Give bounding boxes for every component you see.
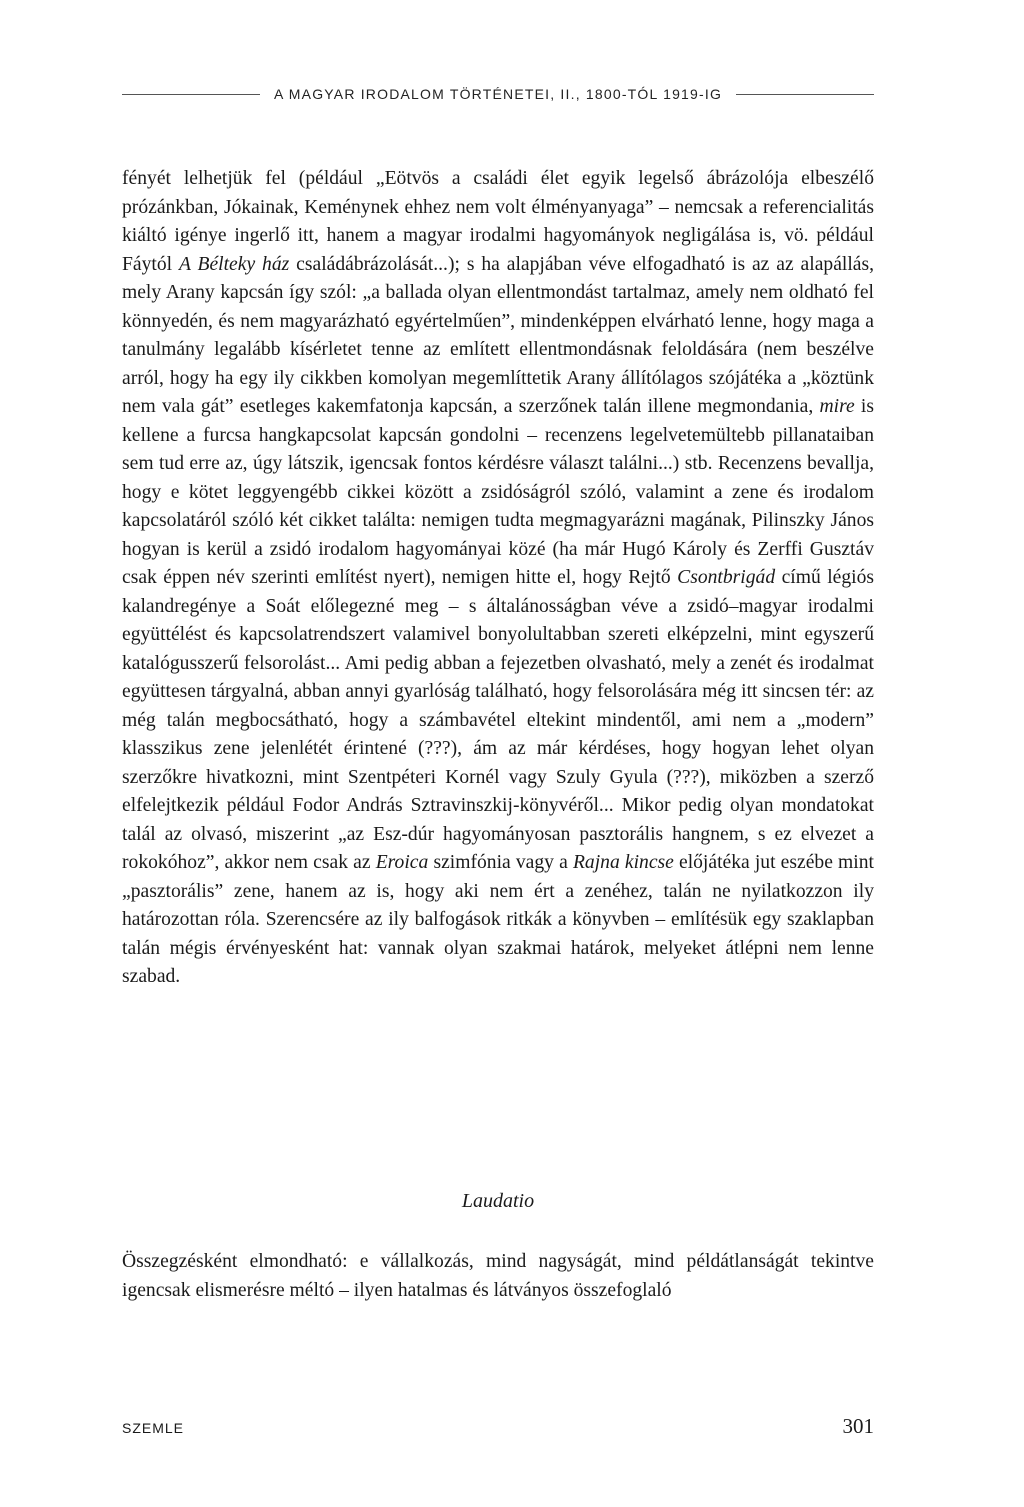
section-text — [122, 1248, 874, 1305]
section-heading: Laudatio — [461, 1190, 535, 1212]
text-run: című légiós kalandregénye a Soát előlegezné meg – s általánosságban véve a zsidó–magyar irodalmi együttélést és kapcsolatrendszert valamivel bonyolultabban szereti elképzelni, mint egyszerű katalógusszerű felsorolást... Ami pedig abban a fejezetben olvasható, mely a zenét és irodalmat együttesen tárgyalná, abban annyi gyarlóság található, hogy felsorolására még itt sincsen tér: az még talán megbocsátható, hogy a számbavétel eltekint mindentől, ami nem a „modern” klasszikus zene jelenlétét érintené (???), ám az már kérdéses, hogy hogyan lehet olyan szerzőkre hivatkozni, mint Szentpéteri Kornél vagy Szuly Gyula (???), miközben a szerző elfelejtkezik például Fodor András Sztravinszkij-könyvéről... Mikor pedig olyan mondatokat talál az olvasó, miszerint „az Esz-dúr hagyományosan pasztorális hangnem, s ez elvezet a rokokóhoz”, akkor nem csak az — [122, 567, 874, 873]
running-head — [122, 86, 874, 102]
italic-word-mire: mire — [819, 396, 855, 417]
section-paragraph: Összegzésként elmondható: e vállalkozás, mind nagyságát, mind példátlanságát tekintve igencsak elismerésre méltó – ilyen hatalmas és látványos összefoglaló — [122, 1251, 874, 1301]
italic-title-eroica: Eroica — [375, 852, 429, 873]
header-rule-left — [122, 94, 260, 95]
italic-title-belteky-haz: A Bélteky ház — [178, 253, 290, 275]
main-paragraph — [122, 165, 874, 992]
text-run: családábrázolását...); s ha alapjában véve elfogadható is az az alapállás, mely Arany kapcsán így szól: „a ballada olyan ellentmondást tartalmaz, amely nem oldható fel könnyedén, és nem magyarázható egyértelműen”, mindenképpen elvárható lenne, hogy maga a tanulmány legalább kísérletet tenne az említett ellentmondásnak feloldására (nem beszélve arról, hogy ha egy ily cikkben komolyan megemlíttetik Arany állítólagos szójátéka a „köztünk nem vala gát” esetleges kakemfatonja kapcsán, a szerzőnek talán illene megmondania, — [122, 253, 874, 417]
italic-title-rajna-kincse: Rajna kincse — [572, 852, 674, 873]
italic-title-csontbrigad: Csontbrigád — [677, 567, 776, 588]
text-run: szimfónia vagy a — [428, 852, 573, 873]
main-text — [122, 165, 874, 992]
running-title: A MAGYAR IRODALOM TÖRTÉNETEI, II., 1800-TÓL 1919-IG — [273, 86, 723, 102]
text-run: is kellene a furcsa hangkapcsolat kapcsán gondolni – recenzens legelvetemültebb pillanataiban sem tud erre az, úgy látszik, igencsak fontos kérdésre választ találni...) stb. Recenzens bevallja, hogy e kötet leggyengébb cikkei között a zsidóságról szóló, valamint a zene és irodalom kapcsolatáról szóló két cikket találta: nemigen tudta megmagyarázni magának, Pilinszky János hogyan is kerül a zsidó irodalom hagyományai közé (ha már Hugó Károly és Zerffi Gusztáv csak éppen név szerinti említést nyert), nemigen hitte el, hogy Rejtő — [122, 396, 874, 588]
page-number: 301 — [842, 1414, 874, 1438]
footer-section-label: SZEMLE — [122, 1420, 185, 1436]
text-run: fényét lelhetjük fel (például „Eötvös a családi élet egyik legelső ábrázolója elbeszélő prózánkban, Jókainak, Keménynek ehhez nem volt élményanyaga” – nemcsak a referencialitás kiáltó igénye ingerlő itt, hanem a magyar irodalmi hagyományok negligálása is, vö. például Fáytól — [122, 168, 874, 275]
text-run: előjátéka jut eszébe mint „pasztorális” zene, hanem az is, hogy aki nem ért a zenéhez, talán ne nyilatkozzon ily határozottan róla. Szerencsére az ily balfogások ritkák a könyvben – említésük egy szaklapban talán mégis érvényesként hat: vannak olyan szakmai határok, melyeket átlépni nem lenne szabad. — [122, 852, 874, 987]
header-rule-right — [736, 94, 874, 95]
